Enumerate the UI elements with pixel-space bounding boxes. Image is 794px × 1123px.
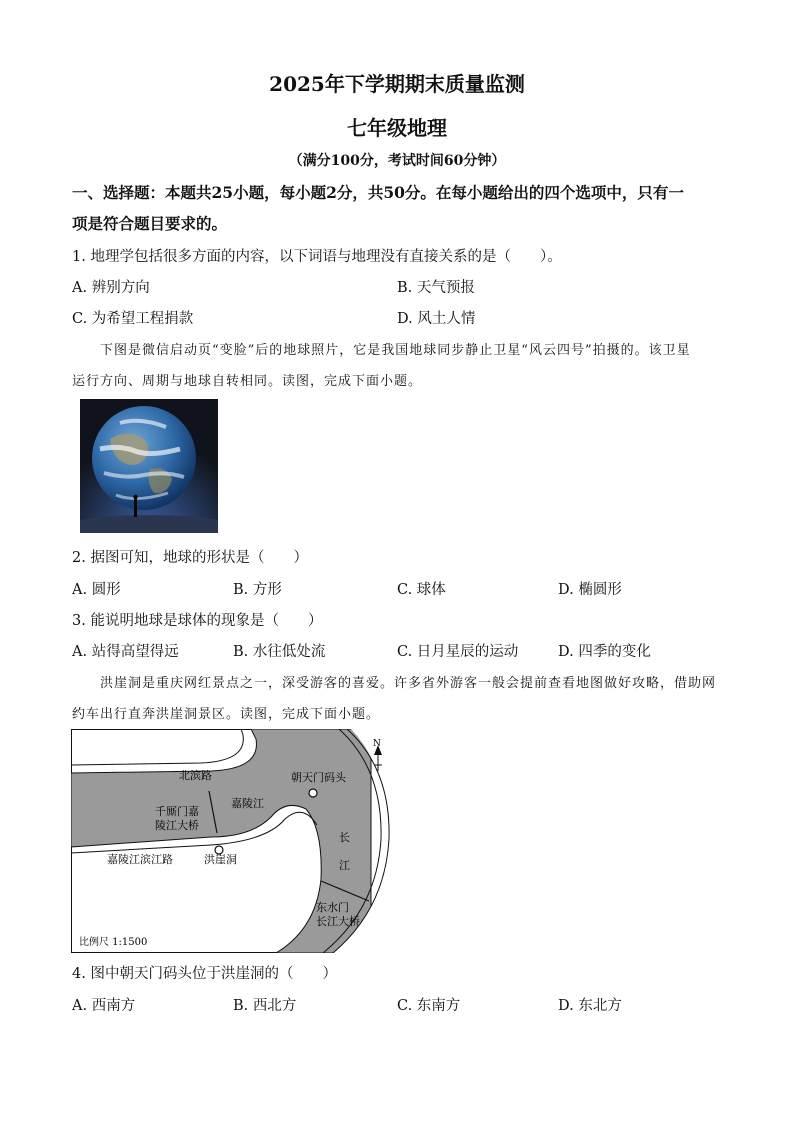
qiansimen-label-1: 千厮门嘉: [155, 805, 199, 818]
question-2-stem: 2. 据图可知，地球的形状是（ ）: [72, 550, 308, 566]
q1-option-c: C. 为希望工程捐款: [72, 311, 194, 327]
beibin-label: 北滨路: [179, 769, 212, 782]
qiansimen-label-2: 陵江大桥: [155, 819, 199, 832]
q4-option-b: B. 西北方: [233, 998, 297, 1014]
q2-option-a: A. 圆形: [72, 582, 121, 598]
question-4-stem: 4. 图中朝天门码头位于洪崖洞的（ ）: [72, 966, 337, 982]
earth-photo-graphic: [80, 399, 218, 533]
exam-note: （满分100分，考试时间60分钟）: [288, 153, 506, 169]
question-1-stem: 1. 地理学包括很多方面的内容，以下词语与地理没有直接关系的是（ ）。: [72, 249, 562, 265]
dongshuimen-label-1: 东水门: [316, 901, 349, 914]
q3-option-c: C. 日月星辰的运动: [397, 644, 519, 660]
q2-option-c: C. 球体: [397, 582, 446, 598]
q1-option-d: D. 风土人情: [397, 311, 476, 327]
dongshuimen-label-2: 长江大桥: [316, 915, 360, 928]
q4-option-c: C. 东南方: [397, 998, 461, 1014]
q3-option-a: A. 站得高望得远: [72, 644, 179, 660]
q1-option-a: A. 辨别方向: [72, 280, 150, 296]
q2-option-d: D. 椭圆形: [558, 582, 622, 598]
exam-title: 2025年下学期期末质量监测: [269, 72, 525, 96]
section-heading-line1: 一、选择题：本题共25小题，每小题2分，共50分。在每小题给出的四个选项中，只有一: [72, 183, 684, 202]
q1-option-b: B. 天气预报: [397, 280, 475, 296]
hongyadong-map: [71, 729, 391, 953]
exam-subject: 七年级地理: [347, 116, 447, 140]
scale-label: 比例尺 1:1500: [79, 937, 148, 948]
material-2-line2: 约车出行直奔洪崖洞景区。读图，完成下面小题。: [72, 707, 381, 722]
material-1-line1: 下图是微信启动页“变脸”后的地球照片，它是我国地球同步静止卫星“风云四号”拍摄的。该卫星: [100, 343, 691, 358]
q4-option-d: D. 东北方: [558, 998, 622, 1014]
q2-option-b: B. 方形: [233, 582, 282, 598]
question-3-stem: 3. 能说明地球是球体的现象是（ ）: [72, 613, 323, 629]
q3-option-b: B. 水往低处流: [233, 644, 326, 660]
chaotianmen-marker: [309, 789, 317, 797]
q4-option-a: A. 西南方: [72, 998, 136, 1014]
section-heading-line2: 项是符合题目要求的。: [72, 214, 228, 233]
hongyadong-label: 洪崖洞: [204, 853, 237, 866]
material-2-line1: 洪崖洞是重庆网红景点之一，深受游客的喜爱。许多省外游客一般会提前查看地图做好攻略，借助网: [100, 676, 717, 691]
north-label: N: [373, 739, 381, 749]
map-graphic: [71, 729, 391, 953]
earth-photo: [80, 399, 218, 533]
q3-option-d: D. 四季的变化: [558, 644, 651, 660]
chaotianmen-label: 朝天门码头: [291, 771, 346, 784]
changjiang-label-1: 长: [339, 831, 350, 844]
material-1-line2: 运行方向、周期与地球自转相同。读图，完成下面小题。: [72, 374, 423, 389]
jialingjiang-label: 嘉陵江: [231, 797, 264, 810]
changjiang-label-2: 江: [339, 859, 350, 872]
binjiang-label: 嘉陵江滨江路: [107, 853, 173, 866]
